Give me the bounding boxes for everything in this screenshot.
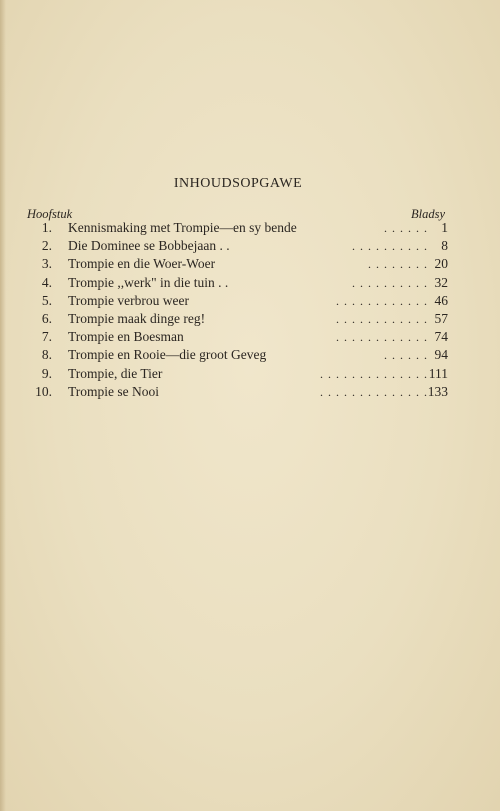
dot-leader: . . . . . . . . . . xyxy=(352,275,428,290)
dot-leader: . . . . . . . . . . . . xyxy=(336,293,428,308)
table-of-contents xyxy=(0,219,500,401)
toc-entry[interactable] xyxy=(0,255,500,273)
dot-leader: . . . . . . . . . . xyxy=(352,239,428,254)
page-number: 8 xyxy=(441,238,448,254)
toc-entry[interactable] xyxy=(0,237,500,255)
page-title: INHOUDSOPGAWE xyxy=(173,176,303,191)
page-number: 133 xyxy=(427,383,448,399)
chapter-number: 4. xyxy=(41,274,52,290)
toc-entry[interactable] xyxy=(0,383,500,401)
column-header-page: Bladsy xyxy=(411,207,446,221)
chapter-number: 9. xyxy=(41,365,52,381)
chapter-number: 6. xyxy=(41,310,52,326)
chapter-number: 2. xyxy=(41,238,52,254)
toc-entry[interactable] xyxy=(0,274,500,292)
chapter-number: 7. xyxy=(41,329,52,345)
dot-leader: . . . . . . xyxy=(384,221,428,235)
dot-leader: . . . . . . . . . . . . xyxy=(336,330,428,345)
chapter-title: Trompie en die Woer-Woer xyxy=(68,256,216,272)
chapter-title: Trompie maak dinge reg! xyxy=(68,310,206,326)
page-number: 94 xyxy=(434,347,448,363)
toc-entry[interactable] xyxy=(0,365,500,383)
chapter-title: Trompie en Boesman xyxy=(68,329,184,345)
page-number: 1 xyxy=(441,220,448,235)
page-number: 32 xyxy=(434,274,448,290)
toc-entry[interactable] xyxy=(0,292,500,310)
dot-leader: . . . . . . . . . . . . xyxy=(336,311,428,326)
chapter-title: Trompie verbrou weer xyxy=(68,292,189,308)
chapter-number: 5. xyxy=(41,292,52,308)
page-number: 57 xyxy=(434,310,448,326)
chapter-number: 1. xyxy=(41,220,52,235)
toc-entry[interactable] xyxy=(0,219,500,237)
dot-leader: . . . . . . xyxy=(384,348,428,363)
chapter-title: Trompie en Rooie—die groot Geveg xyxy=(68,347,267,363)
page-number: 20 xyxy=(434,256,448,272)
page-number: 46 xyxy=(434,292,448,308)
chapter-title: Trompie ,,werk" in die tuin . . xyxy=(68,274,229,290)
chapter-title: Die Dominee se Bobbejaan . . xyxy=(68,238,230,254)
chapter-number: 10. xyxy=(35,383,52,399)
chapter-title: Trompie se Nooi xyxy=(68,383,160,399)
chapter-title: Trompie, die Tier xyxy=(68,365,163,381)
chapter-title: Kennismaking met Trompie—en sy bende xyxy=(68,220,297,235)
page-number: 111 xyxy=(428,365,448,381)
toc-entry[interactable] xyxy=(0,328,500,346)
dot-leader: . . . . . . . . . . . . . . xyxy=(320,384,428,399)
dot-leader: . . . . . . . . xyxy=(368,257,428,272)
column-header-chapter: Hoofstuk xyxy=(27,207,73,221)
page-number: 74 xyxy=(434,329,448,345)
toc-entry[interactable] xyxy=(0,346,500,364)
dot-leader: . . . . . . . . . . . . . . xyxy=(320,366,428,381)
chapter-number: 3. xyxy=(41,256,52,272)
chapter-number: 8. xyxy=(41,347,52,363)
page-edge-shadow xyxy=(0,0,6,811)
toc-entry[interactable] xyxy=(0,310,500,328)
